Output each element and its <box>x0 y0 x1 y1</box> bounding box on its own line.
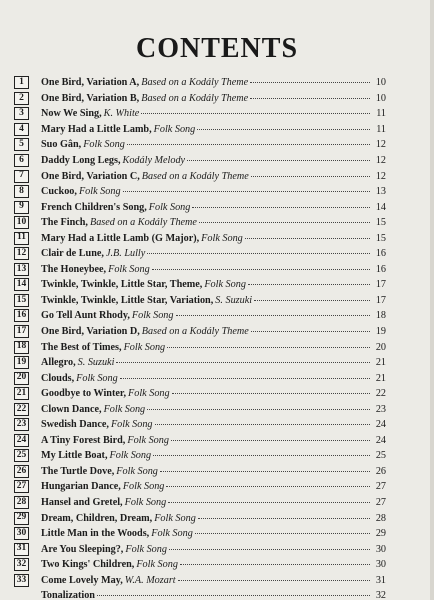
toc-page-number: 27 <box>375 481 386 493</box>
toc-page-number: 30 <box>375 559 386 571</box>
toc-row <box>14 293 386 309</box>
toc-entry <box>41 528 386 539</box>
toc-title: Swedish Dance, <box>41 419 109 431</box>
toc-composer: Folk Song <box>76 372 118 384</box>
toc-entry <box>41 186 386 197</box>
toc-leader-dots <box>147 253 370 254</box>
toc-leader-dots <box>195 533 370 534</box>
toc-leader-dots <box>152 269 370 270</box>
toc-leader-dots <box>178 580 370 581</box>
toc-page-number: 21 <box>375 357 386 369</box>
toc-row <box>14 168 386 184</box>
toc-page-number: 27 <box>375 497 386 509</box>
toc-number-box: 5 <box>14 138 29 151</box>
toc-number-box: 15 <box>14 294 29 307</box>
toc-number-box: 24 <box>14 434 29 447</box>
toc-number-box: 31 <box>14 543 29 556</box>
toc-entry <box>41 575 386 586</box>
toc-number-box: 21 <box>14 387 29 400</box>
toc-number-box: 20 <box>14 372 29 385</box>
toc-composer: Based on a Kodály Theme <box>141 77 249 89</box>
toc-page-number: 19 <box>375 326 386 338</box>
toc-title: Mary Had a Little Lamb (G Major), <box>41 232 200 244</box>
toc-row <box>14 324 386 340</box>
toc-title: Clouds, <box>41 372 75 384</box>
toc-number-box: 9 <box>14 201 29 214</box>
toc-title: Now We Sing, <box>41 108 102 120</box>
toc-page-number: 17 <box>375 294 386 306</box>
toc-title: Come Lovely May, <box>41 574 123 586</box>
toc-composer: Folk Song <box>131 310 174 322</box>
toc-composer: Folk Song <box>109 450 152 462</box>
toc-title: The Turtle Dove, <box>41 465 115 477</box>
toc-entry <box>41 435 386 446</box>
toc-row <box>14 277 386 293</box>
toc-page-number: 11 <box>376 108 386 120</box>
toc-entry <box>41 497 386 508</box>
toc-composer: S. Suzuki <box>215 294 253 306</box>
toc-title: One Bird, Variation D, <box>41 326 140 338</box>
toc-number-box: 3 <box>14 107 29 120</box>
toc-entry <box>41 233 386 244</box>
toc-composer: Folk Song <box>124 497 167 509</box>
toc-entry <box>41 108 386 119</box>
toc-leader-dots <box>167 347 370 348</box>
toc-title: Clair de Lune, <box>41 248 104 260</box>
toc-number-box: 8 <box>14 185 29 198</box>
toc-number-box: 17 <box>14 325 29 338</box>
toc-number-box: 12 <box>14 247 29 260</box>
toc-page-number: 32 <box>375 590 386 600</box>
toc-leader-dots <box>116 362 370 363</box>
toc-title: Suo Gân, <box>41 139 82 151</box>
toc-title: Hungarian Dance, <box>41 481 121 493</box>
toc-page-number: 16 <box>375 248 386 260</box>
toc-entry <box>41 202 386 213</box>
toc-leader-dots <box>168 502 370 503</box>
page-title: CONTENTS <box>135 33 299 64</box>
toc-title: Cuckoo, <box>41 186 77 198</box>
toc-leader-dots <box>123 191 370 192</box>
toc-page-number: 17 <box>375 279 386 291</box>
toc-row <box>14 573 386 589</box>
toc-leader-dots <box>153 455 370 456</box>
toc-page-number: 12 <box>375 139 386 151</box>
toc-row <box>14 199 386 215</box>
toc-page-number: 16 <box>375 263 386 275</box>
toc-leader-dots <box>250 98 370 99</box>
toc-leader-dots <box>166 486 370 487</box>
toc-title: One Bird, Variation B, <box>41 92 140 104</box>
toc-title: Little Man in the Woods, <box>41 528 150 540</box>
toc-entry <box>41 139 386 150</box>
toc-title: Daddy Long Legs, <box>41 155 121 166</box>
toc-composer: Folk Song <box>122 481 165 493</box>
toc-composer: S. Suzuki <box>77 357 115 369</box>
toc-leader-dots <box>180 564 370 565</box>
toc-leader-dots <box>197 129 370 130</box>
toc-title: Clown Dance, <box>41 403 102 415</box>
toc-entry <box>41 466 386 477</box>
toc-number-box: 32 <box>14 558 29 571</box>
toc-page-number: 25 <box>375 450 386 462</box>
toc-number-box: 11 <box>14 232 29 245</box>
toc-entry <box>41 357 386 368</box>
toc-composer: Folk Song <box>128 388 170 400</box>
toc-number-box: 14 <box>14 278 29 291</box>
toc-number-box: 30 <box>14 527 29 540</box>
toc-number-box: 2 <box>14 92 29 105</box>
toc-row <box>14 541 386 557</box>
toc-entry <box>41 342 386 353</box>
toc-entry <box>41 388 386 399</box>
toc-composer: Based on a Kodály Theme <box>141 326 249 338</box>
toc-entry <box>41 373 386 384</box>
toc-entry <box>41 248 386 259</box>
toc-title: Mary Had a Little Lamb, <box>41 123 152 135</box>
toc-row <box>14 417 386 433</box>
toc-entry <box>41 544 386 555</box>
toc-composer: Folk Song <box>103 403 146 415</box>
toc-row <box>14 464 386 480</box>
toc-composer: Folk Song <box>204 279 246 291</box>
toc-number-box: 13 <box>14 263 29 276</box>
toc-row <box>14 91 386 107</box>
toc-number-box: 6 <box>14 154 29 167</box>
toc-row <box>14 355 386 371</box>
toc-title: The Honeybee, <box>41 263 107 275</box>
toc-entry <box>41 326 386 337</box>
toc-number-box: 26 <box>14 465 29 478</box>
toc-page-number: 10 <box>375 92 386 104</box>
toc-leader-dots <box>248 284 370 285</box>
toc-row <box>14 106 386 122</box>
toc-page-number: 24 <box>375 434 386 446</box>
toc-page-number: 22 <box>375 388 386 400</box>
toc-number-box: 28 <box>14 496 29 509</box>
toc-page-number: 29 <box>375 528 386 540</box>
toc-page-number: 12 <box>375 155 386 166</box>
toc-leader-dots <box>251 331 370 332</box>
toc-page-number: 18 <box>375 310 386 322</box>
toc-entry <box>41 481 386 492</box>
toc-row <box>14 510 386 526</box>
toc-row <box>14 370 386 386</box>
toc-composer: Folk Song <box>148 201 191 213</box>
toc-entry <box>41 513 386 524</box>
toc-leader-dots <box>250 82 370 83</box>
toc-entry <box>41 93 386 104</box>
toc-leader-dots <box>141 113 370 114</box>
toc-page-number: 20 <box>375 341 386 353</box>
toc-number-box: 19 <box>14 356 29 369</box>
toc-entry <box>41 559 386 570</box>
toc-page-number: 23 <box>375 403 386 415</box>
toc-page-number: 11 <box>376 123 386 135</box>
toc-number-box: 22 <box>14 403 29 416</box>
toc-leader-dots <box>251 176 370 177</box>
toc-leader-dots <box>120 378 370 379</box>
toc-title: Dream, Children, Dream, <box>41 512 153 524</box>
toc-row <box>14 433 386 449</box>
toc-number-box: 23 <box>14 418 29 431</box>
toc-entry <box>41 77 386 88</box>
toc-leader-dots <box>192 207 370 208</box>
toc-page-number: 28 <box>375 512 386 524</box>
toc-composer: Folk Song <box>123 341 166 353</box>
toc-number-box: 25 <box>14 449 29 462</box>
toc-number-box: 4 <box>14 123 29 136</box>
toc-leader-dots <box>172 393 370 394</box>
toc-page-number: 10 <box>375 77 386 89</box>
toc-row <box>14 448 386 464</box>
toc-composer: Folk Song <box>127 434 169 446</box>
toc-title: My Little Boat, <box>41 450 108 462</box>
toc-row <box>14 308 386 324</box>
toc-row <box>14 137 386 153</box>
toc-row <box>14 526 386 542</box>
toc-leader-dots <box>160 471 370 472</box>
toc-entry <box>41 264 386 275</box>
toc-title: Tonalization <box>41 590 95 600</box>
toc-composer: Folk Song <box>136 559 178 571</box>
toc-number-box: 29 <box>14 512 29 525</box>
toc-row <box>14 215 386 231</box>
toc-page-number: 12 <box>375 170 386 182</box>
toc-composer: Kodály Melody <box>122 155 186 166</box>
toc-leader-dots <box>97 595 370 596</box>
toc-number-box: 1 <box>14 76 29 89</box>
toc-composer: Based on a Kodály Theme <box>141 170 249 182</box>
toc-entry <box>41 295 386 306</box>
toc-row <box>14 339 386 355</box>
toc-leader-dots <box>187 160 370 161</box>
toc-entry <box>41 171 386 182</box>
toc-leader-dots <box>176 315 371 316</box>
toc-leader-dots <box>169 549 370 550</box>
toc-composer: W.A. Mozart <box>124 574 176 586</box>
toc-composer: Folk Song <box>110 419 153 431</box>
toc-title: One Bird, Variation A, <box>41 77 140 89</box>
toc-entry <box>41 155 386 166</box>
toc-page-number: 13 <box>375 186 386 198</box>
toc-row <box>14 588 386 600</box>
toc-composer: Folk Song <box>125 543 167 555</box>
toc-composer: Folk Song <box>201 232 243 244</box>
toc-row <box>14 401 386 417</box>
toc-row <box>14 122 386 138</box>
toc-page-number: 26 <box>375 465 386 477</box>
toc-title: Allegro, <box>41 357 76 369</box>
toc-title: The Best of Times, <box>41 341 122 353</box>
toc-composer: Folk Song <box>108 263 150 275</box>
toc-entry <box>41 217 386 228</box>
toc-leader-dots <box>198 518 370 519</box>
toc-leader-dots <box>127 144 370 145</box>
toc-entry <box>41 590 386 600</box>
toc-composer: Folk Song <box>116 465 158 477</box>
toc-title: Are You Sleeping?, <box>41 543 124 555</box>
toc-leader-dots <box>155 424 370 425</box>
toc-page-number: 31 <box>375 574 386 586</box>
toc-number-box: 33 <box>14 574 29 587</box>
toc-composer: K. White <box>103 108 140 120</box>
toc-title: One Bird, Variation C, <box>41 170 140 182</box>
toc-number-box: 18 <box>14 341 29 354</box>
toc-page-number: 21 <box>375 372 386 384</box>
toc-page-number: 15 <box>375 232 386 244</box>
toc-row <box>14 153 386 169</box>
toc-entry <box>41 450 386 461</box>
toc-composer: Folk Song <box>153 123 196 135</box>
toc-list <box>14 75 386 600</box>
toc-title: Twinkle, Twinkle, Little Star, Theme, <box>41 279 203 291</box>
toc-title: French Children's Song, <box>41 201 147 213</box>
toc-entry <box>41 310 386 321</box>
toc-page-number: 14 <box>375 201 386 213</box>
toc-entry <box>41 404 386 415</box>
toc-page-number: 15 <box>375 217 386 229</box>
toc-leader-dots <box>147 409 370 410</box>
toc-row <box>14 557 386 573</box>
toc-title: Hansel and Gretel, <box>41 497 123 509</box>
toc-composer: Folk Song <box>78 186 121 198</box>
toc-composer: Based on a Kodály Theme <box>89 217 197 229</box>
toc-entry <box>41 419 386 430</box>
toc-row <box>14 230 386 246</box>
toc-title: Go Tell Aunt Rhody, <box>41 310 130 322</box>
toc-leader-dots <box>199 222 370 223</box>
toc-number-box: 27 <box>14 480 29 493</box>
toc-entry <box>41 124 386 135</box>
toc-composer: Folk Song <box>151 528 193 540</box>
toc-row <box>14 479 386 495</box>
toc-title: The Finch, <box>41 217 88 229</box>
toc-row <box>14 386 386 402</box>
toc-title: Twinkle, Twinkle, Little Star, Variation, <box>41 294 214 306</box>
toc-title: Goodbye to Winter, <box>41 388 127 400</box>
toc-number-box: 7 <box>14 170 29 183</box>
toc-composer: Based on a Kodály Theme <box>141 92 249 104</box>
toc-row <box>14 75 386 91</box>
toc-leader-dots <box>171 440 370 441</box>
toc-title: A Tiny Forest Bird, <box>41 434 126 446</box>
toc-title: Two Kings' Children, <box>41 559 135 571</box>
toc-entry <box>41 279 386 290</box>
toc-page-number: 24 <box>375 419 386 431</box>
toc-row <box>14 262 386 278</box>
toc-page-number: 30 <box>375 543 386 555</box>
toc-composer: Folk Song <box>154 512 196 524</box>
toc-leader-dots <box>254 300 370 301</box>
page-edge <box>430 0 434 600</box>
toc-row <box>14 184 386 200</box>
toc-row <box>14 495 386 511</box>
toc-number-box: 10 <box>14 216 29 229</box>
toc-composer: Folk Song <box>83 139 125 151</box>
toc-row <box>14 246 386 262</box>
toc-leader-dots <box>245 238 370 239</box>
toc-composer: J.B. Lully <box>105 248 146 260</box>
toc-number-box: 16 <box>14 309 29 322</box>
